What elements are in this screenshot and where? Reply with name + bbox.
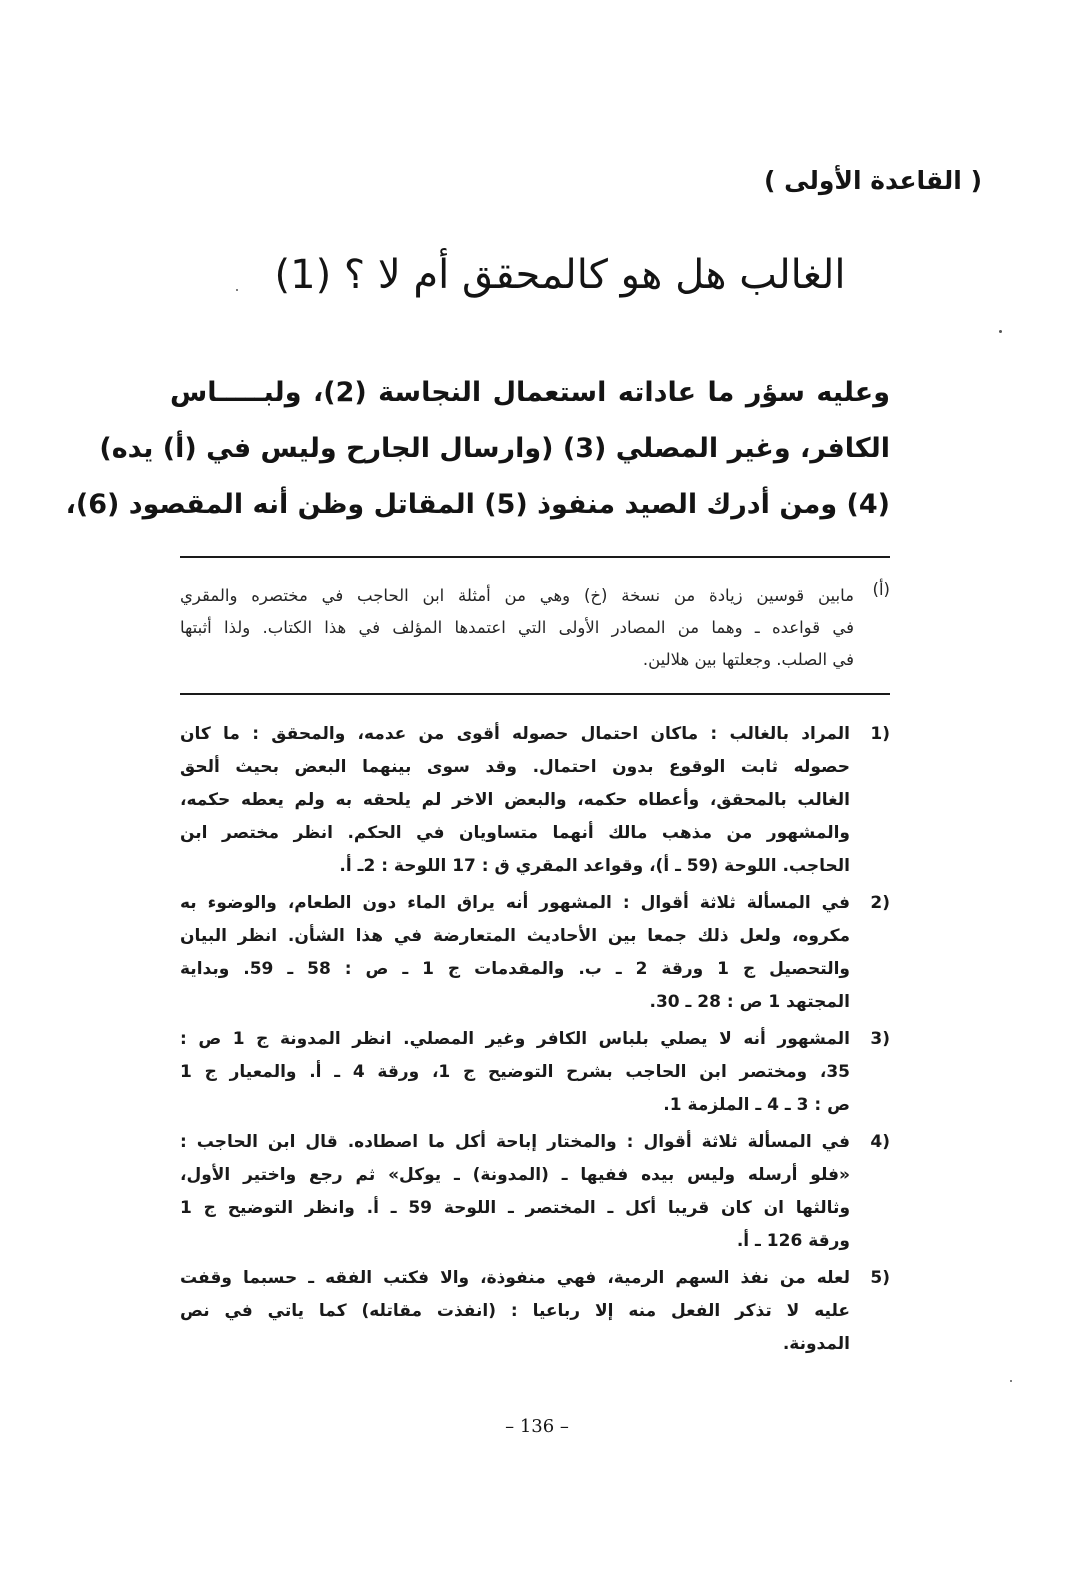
footnote	[180, 1126, 890, 1258]
footnote-line: الغالب بالمحقق، وأعطاه حكمه، والبعض الاخر لم يلحقه به ولم يعطه حكمه،	[180, 790, 850, 810]
separator-line	[180, 693, 890, 695]
footnote-line: عليه لا تذكر الفعل منه إلا رباعيا : (انفذت مقاتله) كما ياتي في نص	[180, 1301, 850, 1321]
footnote-number: 1)	[870, 724, 890, 744]
main-text-line: الكافر، وغير المصلي (3) (وارسال الجارح وليس في (أ) يده)	[99, 433, 890, 464]
footnote-line: الحاجب. اللوحة (59 ـ أ)، وقواعد المقري ق : 17 اللوحة : 2ـ أ.	[339, 856, 850, 876]
footnote-line: مكروه، ولعل ذلك جمعا بين الأحاديث المتعارضة في هذا الشأن. انظر البيان	[180, 926, 850, 946]
footnote-line: ص : 3 ـ 4 ـ الملزمة 1.	[663, 1095, 850, 1115]
footnote-line: لعله من نفذ السهم الرمية، فهي منفوذة، والا فكتب الفقه ـ حسبما وقفت	[180, 1268, 850, 1288]
footnote-line: 35، ومختصر ابن الحاجب بشرح التوضيح ج 1، ورقة 4 ـ أ. والمعيار ج 1	[180, 1062, 850, 1082]
editor-note-line: في الصلب. وجعلتها بين هلالين.	[642, 650, 854, 669]
editor-note-line: في قواعده ـ وهما من المصادر الأولى التي اعتمدها المؤلف في هذا الكتاب. ولذا أثبتها	[180, 618, 854, 637]
footnote-line: المشهور أنه لا يصلي بلباس الكافر وغير المصلي. انظر المدونة ج 1 ص :	[180, 1029, 850, 1049]
editor-note	[180, 580, 890, 676]
footnote-number: 3)	[870, 1029, 890, 1049]
main-text-line: (4) ومن أدرك الصيد منفوذ (5) المقاتل وظن أنه المقصود (6)،	[65, 489, 890, 520]
footnote-line: في المسألة ثلاثة أقوال : والمختار إباحة أكل ما اصطاده. قال ابن الحاجب :	[180, 1132, 850, 1152]
footnote-number: 2)	[870, 893, 890, 913]
footnote-line: المدونة.	[782, 1334, 850, 1354]
footnote	[180, 718, 890, 883]
footnote-number: 4)	[870, 1132, 890, 1152]
rule-title: الغالب هل هو كالمحقق أم لا ؟ (1)	[274, 252, 846, 298]
footnote-line: حصوله ثابت الوقوع بدون احتمال. وقد سوى بينهما البعض بحيث ألحق	[180, 757, 850, 777]
separator-line	[180, 556, 890, 558]
main-text-line: وعليه سؤر ما عاداته استعمال النجاسة (2)، ولبـــــاس	[170, 377, 890, 408]
footnote-line: والتحصيل ج 1 ورقة 2 ـ ب. والمقدمات ج 1 ـ ص : 58 ـ 59. وبداية	[180, 959, 851, 979]
footnote	[180, 1262, 890, 1361]
footnote-line: وثالثها ان كان قريبا أكل ـ المختصر ـ اللوحة 59 ـ أ. وانظر التوضيح ج 1	[180, 1198, 851, 1218]
footnote-line: والمشهور من مذهب مالك أنهما متساويان في الحكم. انظر مختصر ابن	[180, 823, 850, 843]
footnote-line: المجتهد 1 ص : 28 ـ 30.	[649, 992, 850, 1012]
editor-note-marker: (أ)	[872, 580, 890, 599]
editor-note-line: مابين قوسين زيادة من نسخة (خ) وهي من أمثلة ابن الحاجب في مختصره والمقري	[180, 586, 854, 605]
footnote	[180, 887, 890, 1019]
footnote	[180, 1023, 890, 1122]
footnote-number: 5)	[870, 1268, 890, 1288]
scan-speck	[1010, 1380, 1012, 1382]
footnote-line: في المسألة ثلاثة أقوال : المشهور أنه يراق الماء دون الطعام، والوضوء به	[180, 893, 850, 913]
rule-heading: ( القاعدة الأولى )	[764, 166, 982, 195]
page-number: – 136 –	[505, 1416, 569, 1437]
scan-speck	[999, 330, 1002, 333]
footnotes	[180, 718, 890, 1365]
footnote-line: المراد بالغالب : ماكان احتمال حصوله أقوى من عدمه، والمحقق : ما كان	[180, 724, 850, 744]
main-text	[65, 365, 890, 533]
footnote-line: «فلو أرسله وليس بيده ففيها ـ (المدونة) ـ يوكل» ثم رجع واختير الأول،	[180, 1165, 850, 1185]
footnote-line: ورقة 126 ـ أ.	[736, 1231, 850, 1251]
scan-speck	[236, 289, 238, 291]
